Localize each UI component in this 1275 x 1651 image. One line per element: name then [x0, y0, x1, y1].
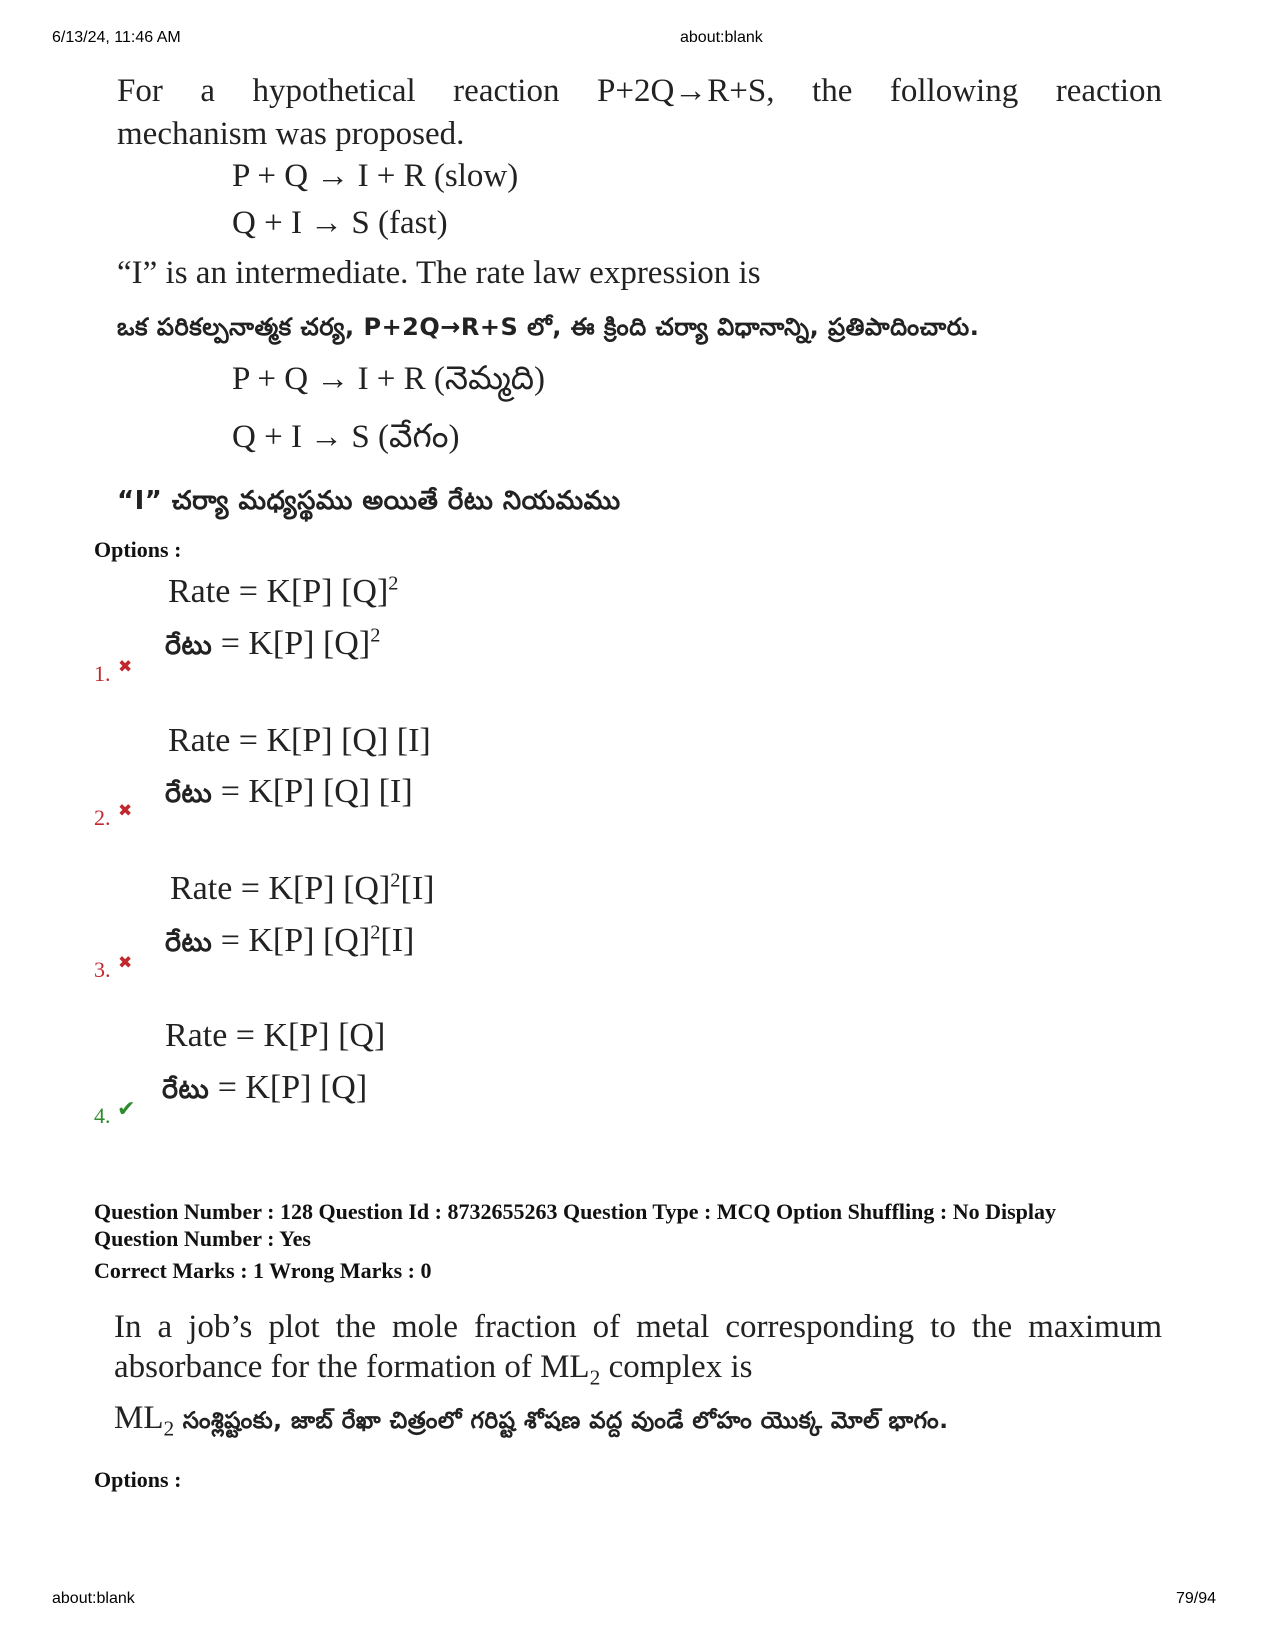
cross-icon: ✖	[118, 953, 133, 973]
q127-telugu-line2: “I” చర్యా మధ్యస్థము అయితే రేటు నియమము	[117, 486, 621, 516]
option-3-number: 3.	[94, 957, 111, 982]
q127-english-line2: mechanism was proposed.	[117, 116, 465, 152]
q127-step1-telugu: P + Q → I + R (నెమ్మది)	[232, 361, 546, 397]
option-1-telugu: రేటు = K[P] $[Q]^2$	[165, 624, 381, 662]
q127-step1: P + Q → I + R (slow)	[232, 158, 519, 194]
q128-marks: Correct Marks : 1 Wrong Marks : 0	[94, 1258, 432, 1283]
check-icon: ✔	[117, 1097, 136, 1122]
print-datetime: 6/13/24, 11:46 AM	[52, 29, 181, 46]
option-4-telugu: రేటు = K[P] [Q]	[162, 1069, 368, 1106]
option-1-number: 1.	[94, 661, 111, 686]
q128-english-line1: In a job’s plot the mole fraction of metal corresponding to the maximum	[114, 1309, 1162, 1345]
q127-english-line1: For a hypothetical reaction P+2Q→R+S, the following reaction	[117, 73, 1162, 109]
q127-step2-telugu: Q + I → S (వేగం)	[232, 419, 460, 455]
q128-telugu-line: $ML_2$ సంశ్లిష్టంకు, జాబ్ రేఖా చిత్రంలో గరిష్ట శోషణ వద్ద వుండే లోహం యొక్క మోల్ భాగం.	[114, 1400, 949, 1441]
cross-icon: ✖	[118, 801, 133, 821]
option-2-english: Rate = K[P] [Q] [I]	[168, 722, 431, 759]
q127-step2: Q + I → S (fast)	[232, 205, 448, 241]
q128-english-line2: absorbance for the formation of $ML_2$ complex is	[114, 1349, 753, 1390]
q127-options-label: Options :	[94, 537, 182, 562]
option-4-english: Rate = K[P] [Q]	[165, 1017, 386, 1054]
q127-telugu-line1: ఒక పరికల్పనాత్మక చర్య, P+2Q→R+S లో, ఈ క్రింది చర్యా విధానాన్ని, ప్రతిపాదించారు.	[117, 313, 980, 341]
q128-options-label: Options :	[94, 1467, 182, 1492]
option-2-number: 2.	[94, 805, 111, 830]
footer-url: about:blank	[52, 1590, 135, 1607]
page-number: 79/94	[1176, 1590, 1217, 1607]
option-2-telugu: రేటు = K[P] [Q] [I]	[165, 773, 413, 810]
q128-meta-line2: Question Number : Yes	[94, 1226, 311, 1251]
q128-meta	[94, 1198, 1194, 1252]
cross-icon: ✖	[118, 657, 133, 677]
option-3-telugu: రేటు = K[P] $[Q]^2[I]$	[165, 921, 415, 959]
q128-meta-line1: Question Number : 128 Question Id : 8732655263 Question Type : MCQ Option Shuffling : No Display	[94, 1199, 1057, 1224]
print-title: about:blank	[680, 29, 763, 46]
option-3-english: Rate = K[P] $[Q]^2[I]$	[170, 869, 435, 907]
option-1-english: Rate = K[P] $[Q]^2$	[168, 572, 399, 610]
q127-english-line3: “I” is an intermediate. The rate law expression is	[117, 255, 761, 291]
option-4-number: 4.	[94, 1103, 111, 1128]
